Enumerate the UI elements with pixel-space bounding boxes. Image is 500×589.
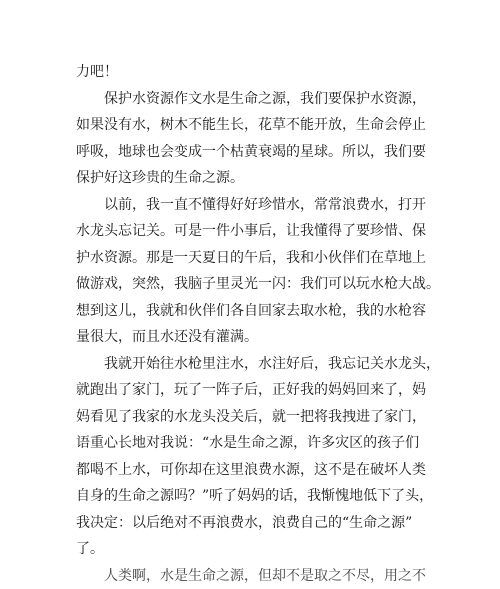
paragraph-start-line: 保护水资源作文水是生命之源，我们要保护水资源， [76, 86, 420, 113]
paragraph-start-line: 我就开始往水枪里注水，水注好后，我忘记关水龙头， [76, 351, 420, 378]
text-line: 都喝不上水，可你却在这里浪费水源，这不是在破坏人类 [76, 457, 420, 484]
text-line: 护水资源。那是一天夏日的午后，我和小伙伴们在草地上 [76, 245, 420, 272]
text-line: 了。 [76, 536, 420, 563]
text-line: 自身的生命之源吗？”听了妈妈的话，我惭愧地低下了头， [76, 483, 420, 510]
text-line: 想到这儿，我就和伙伴们各自回家去取水枪，我的水枪容 [76, 298, 420, 325]
essay-text [76, 59, 420, 589]
text-line: 妈看见了我家的水龙头没关后，就一把将我拽进了家门， [76, 404, 420, 431]
partially-visible-line: 人类啊，水是生命之源，但却不是取之不尽，用之不 [76, 563, 420, 589]
text-line: 保护好这珍贵的生命之源。 [76, 165, 420, 192]
text-line: 如果没有水，树木不能生长，花草不能开放，生命会停止 [76, 112, 420, 139]
text-line: 呼吸，地球也会变成一个枯黄衰竭的星球。所以，我们要 [76, 139, 420, 166]
text-line: 量很大，而且水还没有灌满。 [76, 324, 420, 351]
text-line: 语重心长地对我说：“水是生命之源，许多灾区的孩子们 [76, 430, 420, 457]
paragraph-start-line: 以前，我一直不懂得好好珍惜水，常常浪费水，打开 [76, 192, 420, 219]
text-line: 做游戏，突然，我脑子里灵光一闪：我们可以玩水枪大战。 [76, 271, 420, 298]
text-line: 水龙头忘记关。可是一件小事后，让我懂得了要珍惜、保 [76, 218, 420, 245]
text-line: 力吧！ [76, 59, 420, 86]
text-line: 我决定：以后绝对不再浪费水，浪费自己的“生命之源” [76, 510, 420, 537]
text-line: 就跑出了家门，玩了一阵子后，正好我的妈妈回来了，妈 [76, 377, 420, 404]
